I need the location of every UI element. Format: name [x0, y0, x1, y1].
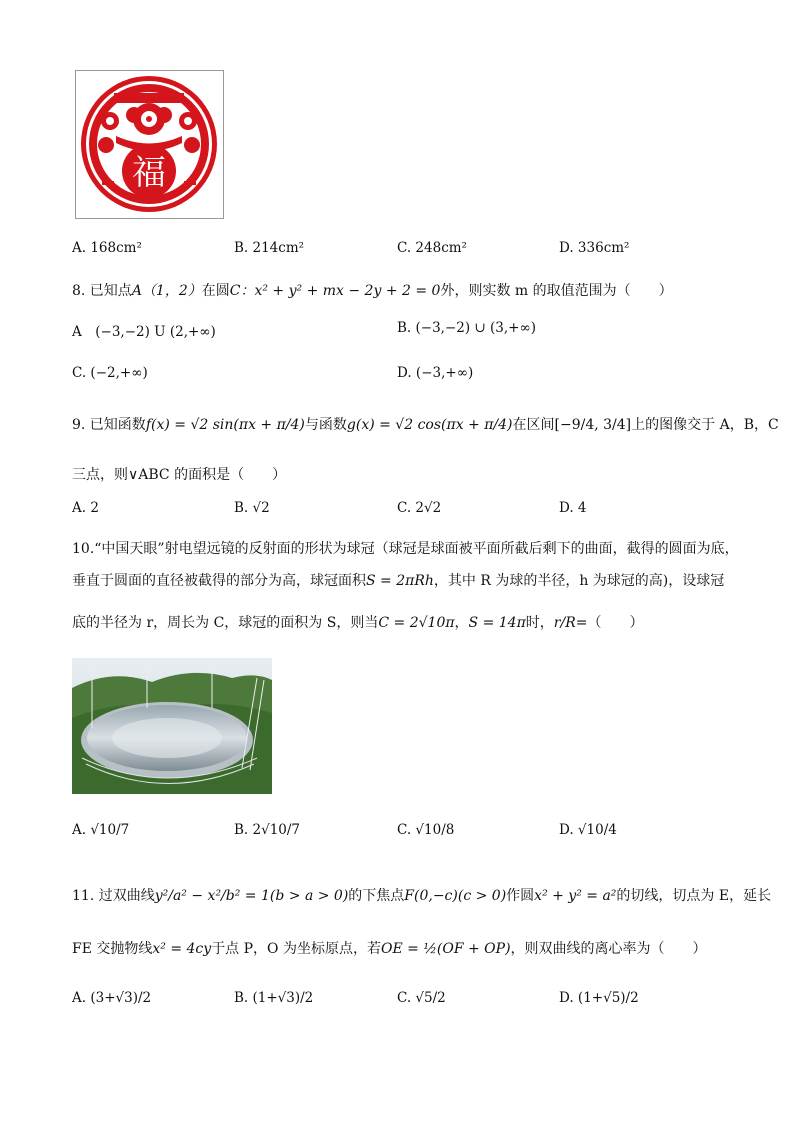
q11-hyperbola: y²/a² − x²/b² = 1(b > a > 0) — [154, 888, 349, 904]
q11-option-b[interactable]: B. (1+√3)/2 — [234, 990, 314, 1006]
q10-stem-line1: 10.“中国天眼”射电望远镜的反射面的形状为球冠（球冠是球面被平面所截后剩下的曲面，截得的圆面为底， — [72, 541, 739, 557]
q10-option-c[interactable]: C. √10/8 — [397, 822, 455, 838]
q11-stem-line2 — [72, 938, 707, 958]
q11-line1a: 11. 过双曲线 — [72, 888, 155, 904]
papercut-fu-icon — [76, 71, 223, 218]
q9-option-c[interactable]: C. 2√2 — [397, 500, 442, 516]
q8-option-b[interactable]: B. (−3,−2) ∪ (3,+∞) — [397, 320, 536, 336]
q11-option-d[interactable]: D. (1+√5)/2 — [559, 990, 639, 1006]
q11-option-c[interactable]: C. √5/2 — [397, 990, 446, 1006]
q10-option-a[interactable]: A. √10/7 — [72, 822, 130, 838]
q11-focus: F(0,−c)(c > 0) — [404, 888, 507, 904]
q9-stem-line2: 三点，则∨ABC 的面积是（ ） — [72, 467, 287, 483]
q11-line2a: FE 交抛物线 — [72, 941, 153, 957]
q9-function-g: g(x) = √2 cos(πx + π/4) — [346, 417, 513, 433]
q8-stem — [72, 280, 673, 300]
q10-line3b: 时， — [525, 615, 554, 631]
q11-line2c: ，则双曲线的离心率为（ ） — [510, 941, 707, 957]
q7-option-a[interactable]: A. 168cm² — [72, 240, 142, 256]
q9-post: 上的图像交于 A，B，C — [631, 417, 779, 433]
q11-line1c: 作圆 — [506, 888, 535, 904]
q10-stem-line3: 底的半径为 r，周长为 C，球冠的面积为 S，则当C = 2√10π，S = 14π时，r/R=（ ） — [72, 615, 644, 631]
q11-stem-line1 — [72, 885, 771, 905]
papercut-image — [75, 70, 224, 219]
q11-line1b: 的下焦点 — [348, 888, 405, 904]
q8-mid: 在圆 — [201, 283, 230, 299]
q9-option-d[interactable]: D. 4 — [559, 500, 587, 516]
q9-interval: [−9/4, 3/4] — [554, 417, 632, 433]
q9-option-a[interactable]: A. 2 — [72, 500, 99, 516]
q9-number: 9. 已知函数 — [72, 417, 146, 433]
q10-condition-s: S = 14π — [468, 615, 526, 631]
q11-parabola: x² = 4cy — [152, 941, 212, 957]
q8-option-c[interactable]: C. (−2,+∞) — [72, 365, 148, 381]
q8-option-d[interactable]: D. (−3,+∞) — [397, 365, 474, 381]
q11-line2b: 于点 P，O 为坐标原点，若 — [211, 941, 381, 957]
q10-condition-c: C = 2√10π — [378, 615, 455, 631]
q9-interval-pre: 在区间 — [512, 417, 555, 433]
q7-option-b[interactable]: B. 214cm² — [234, 240, 305, 256]
q10-line3a: 底的半径为 r，周长为 C，球冠的面积为 S，则当 — [72, 615, 379, 631]
q10-line2b: ，其中 R 为球的半径，h 为球冠的高)，设球冠 — [433, 573, 725, 589]
telescope-photo-icon — [72, 658, 272, 794]
q8-option-a[interactable]: A (−3,−2) U (2,+∞) — [72, 324, 216, 340]
q10-line2a: 垂直于圆面的直径被截得的部分为高，球冠面积 — [72, 573, 366, 589]
q9-mid: 与函数 — [304, 417, 347, 433]
telescope-image — [72, 658, 272, 794]
q11-option-a[interactable]: A. (3+√3)/2 — [72, 990, 152, 1006]
q10-option-b[interactable]: B. 2√10/7 — [234, 822, 301, 838]
q10-stem-line2 — [72, 570, 724, 590]
q9-option-b[interactable]: B. √2 — [234, 500, 270, 516]
q7-option-c[interactable]: C. 248cm² — [397, 240, 467, 256]
q10-line3c: =（ ） — [575, 615, 644, 631]
q9-function-f: f(x) = √2 sin(πx + π/4) — [145, 417, 305, 433]
q11-vector-condition: OE = ½(OF + OP) — [381, 941, 511, 957]
q10-area-formula: S = 2πRh — [366, 573, 434, 589]
q11-line1d: 的切线，切点为 E，延长 — [616, 888, 772, 904]
q10-option-d[interactable]: D. √10/4 — [559, 822, 617, 838]
q8-point: A（1，2） — [131, 283, 202, 299]
q11-circle: x² + y² = a² — [534, 888, 617, 904]
q10-ratio: r/R — [553, 615, 576, 631]
svg-text:福: 福 — [132, 153, 166, 193]
q7-option-d[interactable]: D. 336cm² — [559, 240, 630, 256]
q9-stem — [72, 414, 779, 434]
q8-circle-equation: C：x² + y² + mx − 2y + 2 = 0 — [229, 283, 441, 299]
q8-number: 8. 已知点 — [72, 283, 132, 299]
q8-question: 外，则实数 m 的取值范围为（ ） — [440, 283, 673, 299]
